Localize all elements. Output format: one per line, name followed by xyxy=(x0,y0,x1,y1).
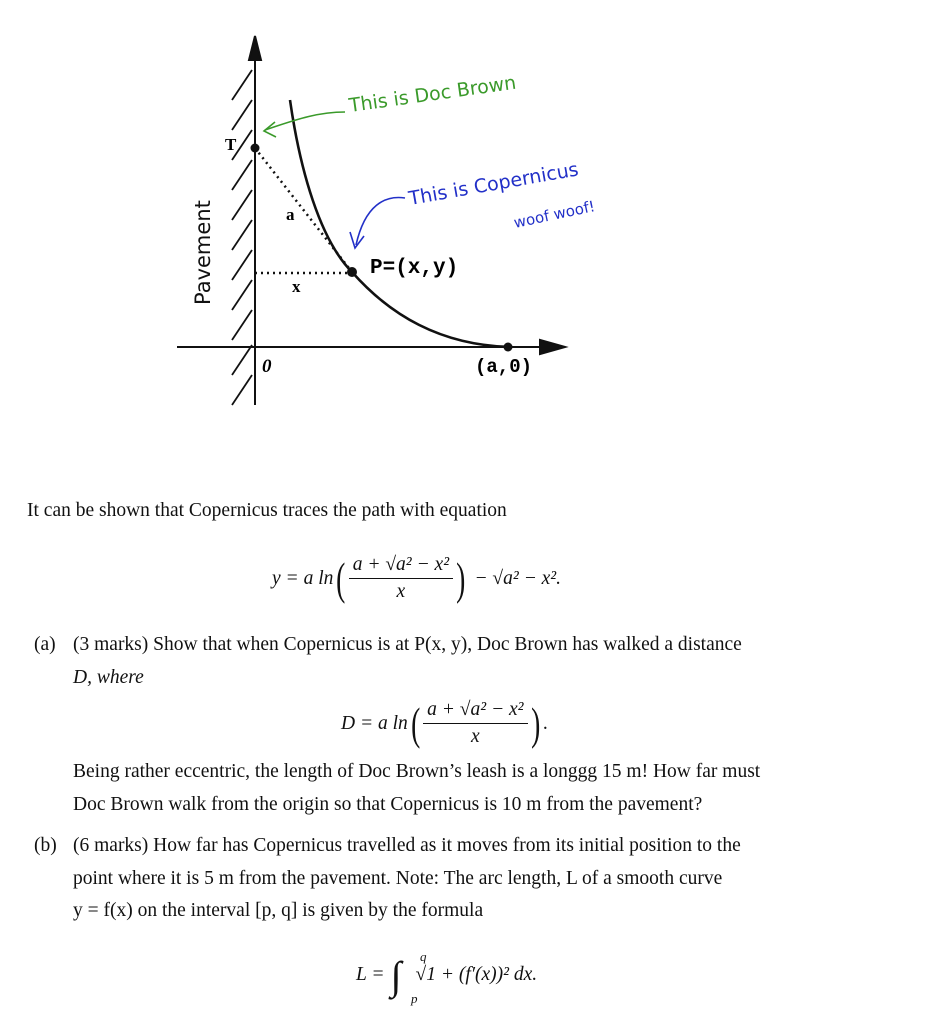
eq1-lhs: y = a ln xyxy=(272,567,334,589)
integral-sign: ∫ xyxy=(390,952,402,998)
eq2-tail: . xyxy=(542,712,548,734)
label-P: P=(x,y) xyxy=(370,257,459,280)
part-b-line1: (6 marks) How far has Copernicus travelled as it moves from its initial position to the xyxy=(73,835,741,856)
lower-limit: p xyxy=(411,991,418,1006)
eq1-denominator: x xyxy=(396,581,406,602)
part-a-line3: Being rather eccentric, the length of Doc Brown’s leash is a longgg 15 m! How far must xyxy=(73,761,761,782)
part-b-label: (b) xyxy=(34,835,57,856)
eq2-denominator: x xyxy=(470,726,480,747)
label-origin: 0 xyxy=(262,356,272,377)
eq1-tail: − √a² − x². xyxy=(474,567,562,589)
woof-note: woof woof! xyxy=(512,197,597,232)
copernicus-note: This is Copernicus xyxy=(407,158,581,210)
path-equation: y = a ln ( $\frac{\text{a + √a² − x²}}{x}$ ) − √a² − x². xyxy=(272,553,562,604)
eq2-lhs: D = a ln xyxy=(341,712,408,734)
doc-brown-annotation xyxy=(264,112,345,137)
pavement-hatching xyxy=(232,70,252,405)
part-b-line3: y = f(x) on the interval [p, q] is given by the formula xyxy=(73,900,484,921)
eq3-lhs: L = xyxy=(356,964,385,985)
eq2-numerator: a + √a² − x² xyxy=(423,699,527,724)
label-a0: (a,0) xyxy=(475,356,533,378)
part-b-line2: point where it is 5 m from the pavement. Note: The arc length, L of a smooth curve xyxy=(73,868,723,889)
label-T: T xyxy=(225,135,237,154)
part-a-line2: D, where xyxy=(73,667,144,688)
intro-text: It can be shown that Copernicus traces the path with equation xyxy=(27,500,507,521)
integrand: √1 + (f′(x))² dx. xyxy=(415,964,538,985)
label-x: x xyxy=(292,277,301,296)
eq1-numerator: a + √a² − x² xyxy=(349,554,453,579)
part-a-label: (a) xyxy=(34,634,56,655)
y-axis-arrow xyxy=(249,36,261,60)
distance-equation: D = a ln ( $\frac{\text{a + √a² − x²}}{x}$ ) . xyxy=(341,698,548,749)
part-a-line4: Doc Brown walk from the origin so that Copernicus is 10 m from the pavement? xyxy=(73,794,703,815)
doc-brown-note: This is Doc Brown xyxy=(347,71,518,117)
point-T xyxy=(251,144,260,153)
point-a0 xyxy=(504,343,513,352)
x-axis-arrow xyxy=(540,340,565,354)
arc-length-equation xyxy=(356,945,537,1005)
upper-limit: q xyxy=(420,949,427,964)
tractrix-curve xyxy=(290,100,510,347)
label-a: a xyxy=(286,205,295,224)
pavement-label: Pavement xyxy=(191,200,215,305)
copernicus-annotation xyxy=(350,198,405,248)
part-a-line1: (3 marks) Show that when Copernicus is at P(x, y), Doc Brown has walked a distance xyxy=(73,634,742,655)
tractrix-diagram xyxy=(0,0,936,420)
point-P xyxy=(347,267,357,277)
